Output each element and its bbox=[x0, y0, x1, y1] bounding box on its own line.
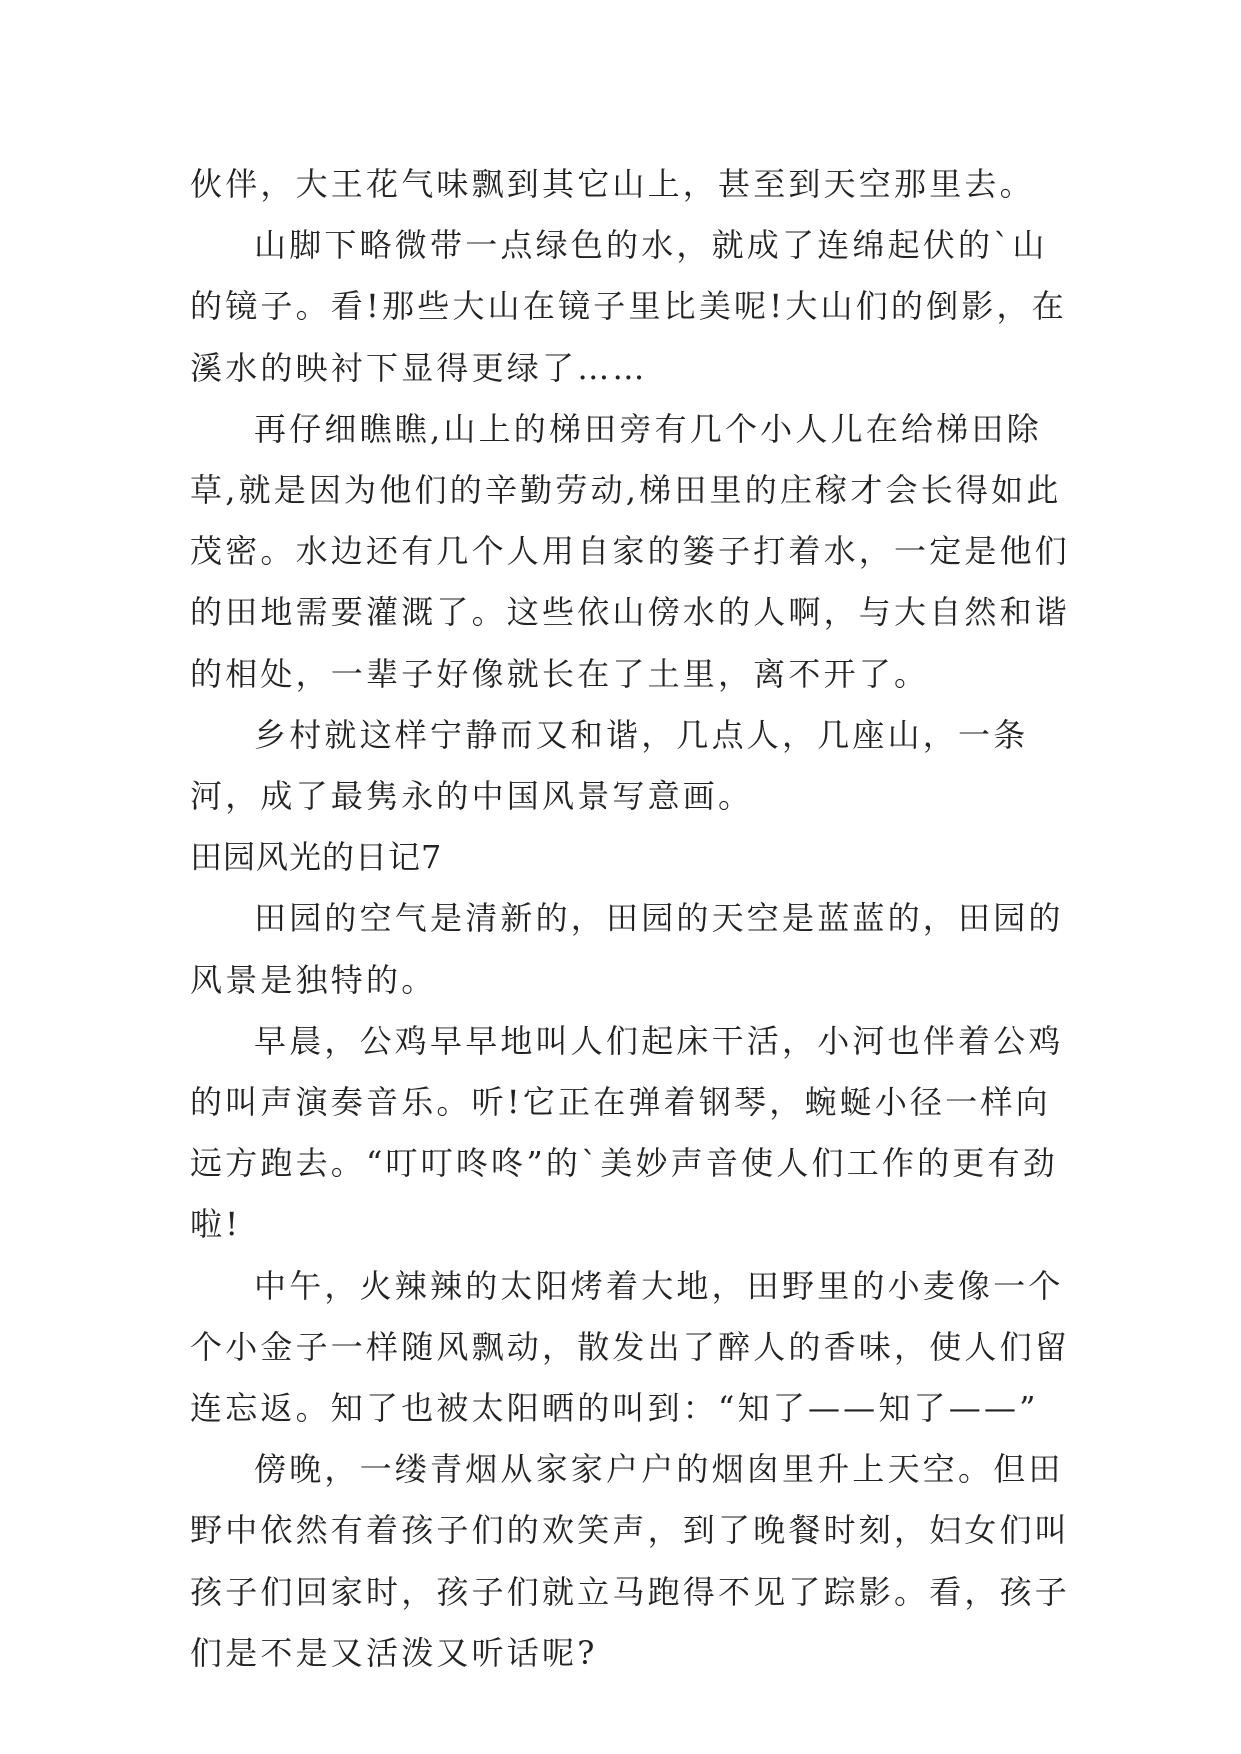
paragraph: 再仔细瞧瞧,山上的梯田旁有几个小人儿在给梯田除草,就是因为他们的辛勤劳动,梯田里的庄稼才会长得如此茂密。水边还有几个人用自家的篓子打着水，一定是他们的田地需要灌溉了。这些依山傍水的人啊，与大自然和谐的相处，一辈子好像就长在了土里，离不开了。 bbox=[190, 409, 1071, 693]
paragraph: 山脚下略微带一点绿色的水，就成了连绵起伏的`山的镜子。看!那些大山在镜子里比美呢!大山们的倒影，在溪水的映衬下显得更绿了…… bbox=[190, 226, 1067, 387]
section-heading: 田园风光的日记7 bbox=[190, 838, 443, 877]
paragraph: 乡村就这样宁静而又和谐，几点人，几座山，一条河，成了最隽永的中国风景写意画。 bbox=[190, 715, 1029, 816]
document-body bbox=[190, 154, 1070, 1684]
paragraph: 早晨，公鸡早早地叫人们起床干活，小河也伴着公鸡的叫声演奏音乐。听!它正在弹着钢琴，蜿蜒小径一样向远方跑去。“叮叮咚咚”的`美妙声音使人们工作的更有劲啦! bbox=[190, 1021, 1064, 1244]
paragraph: 中午，火辣辣的太阳烤着大地，田野里的小麦像一个个小金子一样随风飘动，散发出了醉人的香味，使人们留连忘返。知了也被太阳晒的叫到：“知了——知了——” bbox=[190, 1266, 1071, 1428]
paragraph: 傍晚，一缕青烟从家家户户的烟囱里升上天空。但田野中依然有着孩子们的欢笑声，到了晚餐时刻，妇女们叫孩子们回家时，孩子们就立马跑得不见了踪影。看，孩子们是不是又活泼又听话呢? bbox=[190, 1450, 1071, 1672]
paragraph: 田园的空气是清新的，田园的天空是蓝蓝的，田园的风景是独特的。 bbox=[190, 899, 1064, 999]
paragraph-continuation: 伙伴，大王花气味飘到其它山上，甚至到天空那里去。 bbox=[190, 165, 1035, 203]
